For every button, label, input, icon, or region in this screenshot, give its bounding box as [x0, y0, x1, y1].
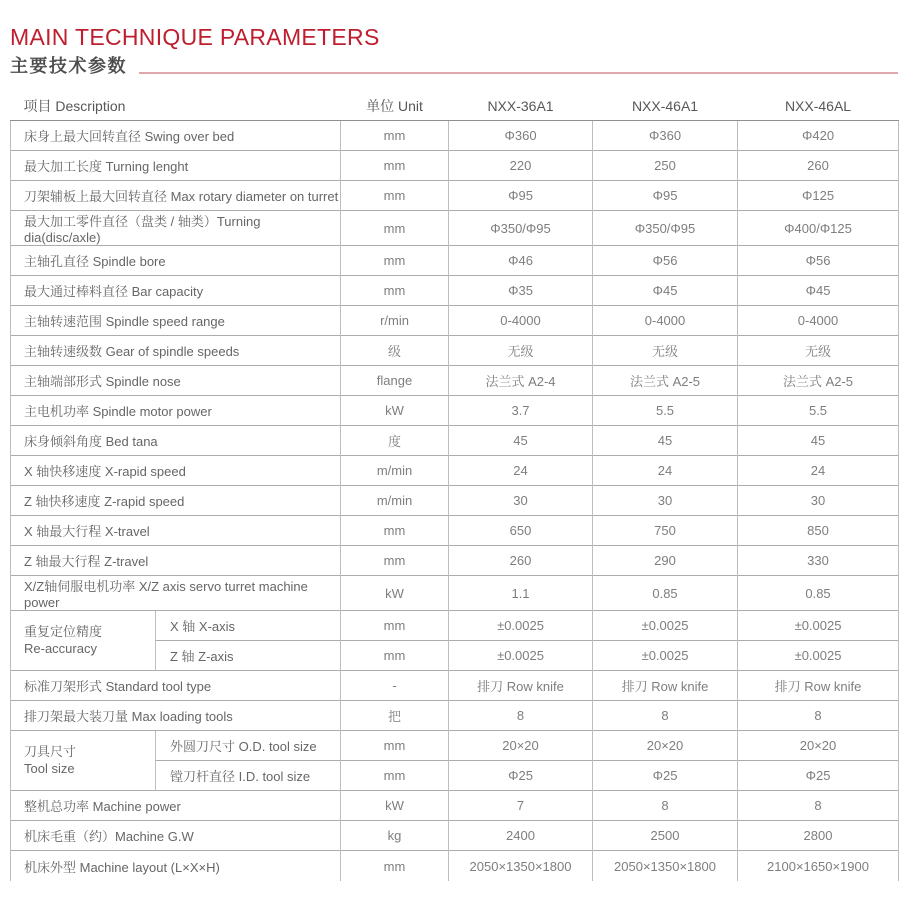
spec-value-cell: Φ25 — [449, 761, 593, 791]
spec-unit-cell: m/min — [341, 456, 449, 486]
table-row — [11, 851, 899, 881]
spec-description-cell: 排刀架最大装刀量 Max loading tools — [11, 701, 341, 731]
spec-value-cell: 8 — [593, 701, 738, 731]
spec-value-cell: ±0.0025 — [593, 611, 738, 641]
spec-description-cell: Z 轴最大行程 Z-travel — [11, 546, 341, 576]
col-header-model-3: NXX-46AL — [738, 91, 899, 121]
spec-value-cell: 850 — [738, 516, 899, 546]
spec-unit-cell: mm — [341, 211, 449, 246]
table-row — [11, 821, 899, 851]
spec-description-cell: 主轴端部形式 Spindle nose — [11, 366, 341, 396]
spec-value-cell: 330 — [738, 546, 899, 576]
spec-value-cell: 1.1 — [449, 576, 593, 611]
table-row — [11, 611, 899, 641]
spec-unit-cell: mm — [341, 611, 449, 641]
subtitle-underline — [139, 72, 898, 74]
spec-value-cell: 250 — [593, 151, 738, 181]
spec-description-cell: 机床毛重（约）Machine G.W — [11, 821, 341, 851]
spec-value-cell: 30 — [593, 486, 738, 516]
spec-value-cell: ±0.0025 — [449, 611, 593, 641]
table-row — [11, 701, 899, 731]
spec-description-cell: 最大通过棒料直径 Bar capacity — [11, 276, 341, 306]
col-header-model-1: NXX-36A1 — [449, 91, 593, 121]
spec-value-cell: 24 — [593, 456, 738, 486]
spec-value-cell: 45 — [593, 426, 738, 456]
spec-unit-cell: kW — [341, 791, 449, 821]
col-header-model-2: NXX-46A1 — [593, 91, 738, 121]
group-label-en: Re-accuracy — [24, 640, 97, 656]
spec-value-cell: 8 — [449, 701, 593, 731]
spec-value-cell: 无级 — [449, 336, 593, 366]
spec-value-cell: 45 — [738, 426, 899, 456]
spec-value-cell: Φ95 — [449, 181, 593, 211]
spec-value-cell: 3.7 — [449, 396, 593, 426]
spec-value-cell: 24 — [738, 456, 899, 486]
spec-unit-cell: kW — [341, 396, 449, 426]
spec-value-cell: ±0.0025 — [738, 611, 899, 641]
spec-value-cell: 法兰式 A2-5 — [738, 366, 899, 396]
col-header-description: 项目 Description — [11, 91, 341, 121]
spec-value-cell: Φ125 — [738, 181, 899, 211]
spec-value-cell: Φ360 — [449, 121, 593, 151]
spec-unit-cell: 把 — [341, 701, 449, 731]
spec-value-cell: 20×20 — [449, 731, 593, 761]
spec-value-cell: Φ95 — [593, 181, 738, 211]
spec-value-cell: 45 — [449, 426, 593, 456]
spec-description-cell: 机床外型 Machine layout (L×X×H) — [11, 851, 341, 881]
spec-unit-cell: mm — [341, 121, 449, 151]
spec-value-cell: Φ35 — [449, 276, 593, 306]
spec-unit-cell: mm — [341, 761, 449, 791]
table-row — [11, 456, 899, 486]
spec-value-cell: Φ56 — [738, 246, 899, 276]
table-row — [11, 486, 899, 516]
spec-value-cell: 5.5 — [593, 396, 738, 426]
spec-value-cell: 30 — [449, 486, 593, 516]
spec-value-cell: Φ350/Φ95 — [593, 211, 738, 246]
spec-value-cell: 0-4000 — [449, 306, 593, 336]
spec-subitem-cell: Z 轴 Z-axis — [156, 641, 341, 671]
table-row — [11, 246, 899, 276]
table-row — [11, 306, 899, 336]
col-header-unit: 单位 Unit — [341, 91, 449, 121]
table-row — [11, 546, 899, 576]
spec-description-cell: 整机总功率 Machine power — [11, 791, 341, 821]
spec-description-cell: 床身上最大回转直径 Swing over bed — [11, 121, 341, 151]
spec-description-cell: 最大加工零件直径（盘类 / 轴类）Turning dia(disc/axle) — [11, 211, 341, 246]
spec-value-cell: 无级 — [738, 336, 899, 366]
spec-description-cell: 主轴转速范围 Spindle speed range — [11, 306, 341, 336]
table-row — [11, 516, 899, 546]
spec-description-cell: X/Z轴伺服电机功率 X/Z axis servo turret machine power — [11, 576, 341, 611]
table-row — [11, 576, 899, 611]
spec-value-cell: 260 — [449, 546, 593, 576]
spec-value-cell: 260 — [738, 151, 899, 181]
spec-unit-cell: 度 — [341, 426, 449, 456]
spec-description-cell: 主电机功率 Spindle motor power — [11, 396, 341, 426]
spec-value-cell: 无级 — [593, 336, 738, 366]
spec-value-cell: 2100×1650×1900 — [738, 851, 899, 881]
table-row — [11, 396, 899, 426]
spec-value-cell: ±0.0025 — [738, 641, 899, 671]
table-row — [11, 731, 899, 761]
spec-unit-cell: mm — [341, 851, 449, 881]
spec-unit-cell: mm — [341, 731, 449, 761]
spec-value-cell: Φ25 — [593, 761, 738, 791]
spec-unit-cell: - — [341, 671, 449, 701]
spec-value-cell: ±0.0025 — [449, 641, 593, 671]
group-label-en: Tool size — [24, 760, 75, 776]
table-row — [11, 211, 899, 246]
spec-value-cell: 2500 — [593, 821, 738, 851]
spec-value-cell: Φ360 — [593, 121, 738, 151]
spec-description-cell: 主轴转速级数 Gear of spindle speeds — [11, 336, 341, 366]
spec-value-cell: Φ350/Φ95 — [449, 211, 593, 246]
spec-value-cell: 8 — [738, 791, 899, 821]
spec-value-cell: 0-4000 — [593, 306, 738, 336]
spec-unit-cell: kg — [341, 821, 449, 851]
spec-value-cell: Φ420 — [738, 121, 899, 151]
spec-value-cell: 2050×1350×1800 — [593, 851, 738, 881]
spec-value-cell: Φ56 — [593, 246, 738, 276]
spec-value-cell: 5.5 — [738, 396, 899, 426]
spec-unit-cell: mm — [341, 516, 449, 546]
spec-unit-cell: mm — [341, 546, 449, 576]
spec-unit-cell: flange — [341, 366, 449, 396]
spec-description-cell: X 轴快移速度 X-rapid speed — [11, 456, 341, 486]
spec-value-cell: 290 — [593, 546, 738, 576]
table-row — [11, 151, 899, 181]
spec-group-cell — [11, 611, 156, 671]
spec-description-cell: 最大加工长度 Turning lenght — [11, 151, 341, 181]
spec-unit-cell: r/min — [341, 306, 449, 336]
spec-subitem-cell: X 轴 X-axis — [156, 611, 341, 641]
table-row — [11, 181, 899, 211]
spec-unit-cell: mm — [341, 246, 449, 276]
spec-unit-cell: kW — [341, 576, 449, 611]
spec-subitem-cell: 镗刀杆直径 I.D. tool size — [156, 761, 341, 791]
spec-value-cell: Φ45 — [593, 276, 738, 306]
table-row — [11, 791, 899, 821]
table-row — [11, 121, 899, 151]
spec-value-cell: 0.85 — [738, 576, 899, 611]
spec-value-cell: 30 — [738, 486, 899, 516]
spec-value-cell: 排刀 Row knife — [738, 671, 899, 701]
table-row — [11, 671, 899, 701]
spec-value-cell: Φ45 — [738, 276, 899, 306]
spec-value-cell: 0.85 — [593, 576, 738, 611]
subtitle-row — [10, 56, 898, 77]
spec-value-cell: 8 — [738, 701, 899, 731]
spec-unit-cell: mm — [341, 151, 449, 181]
spec-unit-cell: 级 — [341, 336, 449, 366]
spec-description-cell: 刀架辅板上最大回转直径 Max rotary diameter on turret — [11, 181, 341, 211]
spec-value-cell: 排刀 Row knife — [593, 671, 738, 701]
spec-value-cell: 0-4000 — [738, 306, 899, 336]
spec-unit-cell: m/min — [341, 486, 449, 516]
spec-unit-cell: mm — [341, 276, 449, 306]
spec-value-cell: 650 — [449, 516, 593, 546]
spec-value-cell: 24 — [449, 456, 593, 486]
spec-subitem-cell: 外圆刀尺寸 O.D. tool size — [156, 731, 341, 761]
spec-description-cell: Z 轴快移速度 Z-rapid speed — [11, 486, 341, 516]
spec-table — [10, 91, 899, 881]
spec-value-cell: 排刀 Row knife — [449, 671, 593, 701]
spec-value-cell: 8 — [593, 791, 738, 821]
spec-value-cell: Φ25 — [738, 761, 899, 791]
spec-value-cell: Φ400/Φ125 — [738, 211, 899, 246]
spec-value-cell: 220 — [449, 151, 593, 181]
spec-unit-cell: mm — [341, 641, 449, 671]
group-label-cn: 重复定位精度 — [24, 623, 103, 639]
spec-value-cell: 750 — [593, 516, 738, 546]
page-subtitle: 主要技术参数 — [10, 56, 127, 77]
page-title: MAIN TECHNIQUE PARAMETERS — [10, 24, 380, 50]
table-row — [11, 276, 899, 306]
table-row — [11, 336, 899, 366]
spec-description-cell: 床身倾斜角度 Bed tana — [11, 426, 341, 456]
spec-value-cell: 20×20 — [738, 731, 899, 761]
spec-group-cell — [11, 731, 156, 791]
spec-value-cell: 2800 — [738, 821, 899, 851]
spec-description-cell: 主轴孔直径 Spindle bore — [11, 246, 341, 276]
spec-value-cell: 7 — [449, 791, 593, 821]
spec-description-cell: X 轴最大行程 X-travel — [11, 516, 341, 546]
spec-value-cell: 2050×1350×1800 — [449, 851, 593, 881]
table-row — [11, 366, 899, 396]
spec-description-cell: 标准刀架形式 Standard tool type — [11, 671, 341, 701]
spec-value-cell: Φ46 — [449, 246, 593, 276]
spec-unit-cell: mm — [341, 181, 449, 211]
spec-value-cell: 法兰式 A2-5 — [593, 366, 738, 396]
table-header-row — [11, 91, 899, 121]
spec-value-cell: ±0.0025 — [593, 641, 738, 671]
group-label-cn: 刀具尺寸 — [24, 743, 77, 759]
spec-value-cell: 20×20 — [593, 731, 738, 761]
spec-value-cell: 法兰式 A2-4 — [449, 366, 593, 396]
spec-value-cell: 2400 — [449, 821, 593, 851]
table-row — [11, 426, 899, 456]
